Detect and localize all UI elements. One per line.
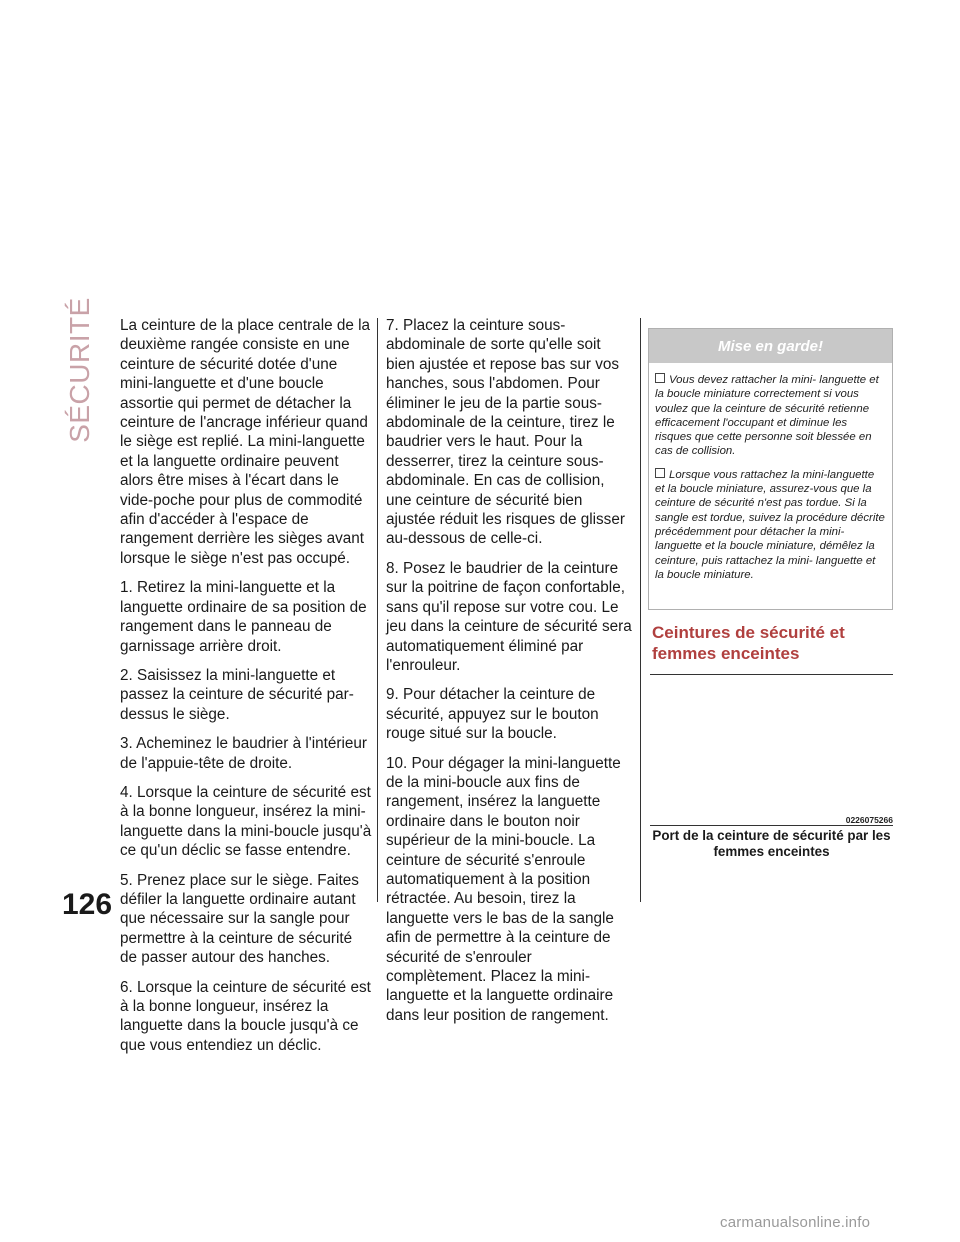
warning-title: Mise en garde! — [649, 329, 892, 363]
text-column-middle — [386, 316, 632, 1035]
page-number: 126 — [62, 888, 113, 921]
warning-item — [655, 373, 886, 459]
warning-text: Lorsque vous rattachez la mini-languette et la boucle miniature, assurez-vous que la ceinture de sécurité n'est pas tordue. Si la sangle est tordue, suivez la procédure décrite précédemment pour détacher la mini- languette et la boucle miniature, démêlez la ceinture, puis rattachez la mini- languette et la boucle miniature. — [655, 468, 885, 581]
column-divider — [640, 318, 641, 902]
step-2: 2. Saisissez la mini-languette et passez la ceinture de sécurité par-dessus le siège. — [120, 666, 354, 723]
warning-item — [655, 468, 886, 582]
step-1: 1. Retirez la mini-languette et la languette ordinaire de sa position de rangement dans le panneau de garnissage arrière droit. — [120, 579, 367, 655]
step-3: 3. Acheminez le baudrier à l'intérieur de l'appuie-tête de droite. — [120, 735, 367, 772]
figure-rule — [650, 825, 893, 826]
section-heading: Ceintures de sécurité et femmes enceintes — [652, 623, 845, 663]
figure-code: 0226075266 — [845, 815, 893, 825]
warning-text: Vous devez rattacher la mini- languette et la boucle miniature correctement si vous voulez que la ceinture de sécurité retienne efficacement l'occupant et diminue les risques que cette personne soit blessée en cas de collision. — [655, 374, 879, 458]
text-column-left — [120, 316, 372, 1065]
figure-caption: Port de la ceinture de sécurité par les femmes enceintes — [652, 828, 891, 859]
step-8: 8. Posez le baudrier de la ceinture sur la poitrine de façon confortable, sans qu'il repose sur votre cou. Le jeu dans la ceinture de sécurité sera automatiquement éliminé par l'enrouleur. — [386, 559, 632, 674]
figure-image — [650, 676, 893, 812]
section-side-tab — [60, 297, 100, 443]
step-7: 7. Placez la ceinture sous-abdominale de sorte qu'elle soit bien ajustée et repose bas sur vos hanches, sous l'abdomen. Pour éliminer le jeu de la partie sous-abdominale de la ceinture, tirez le baudrier vers le haut. Pour la desserrer, tirez la ceinture sous-abdominale. En cas de collision, une ceinture de sécurité bien ajustée réduit les risques de glisser au-dessous de celle-ci. — [386, 317, 625, 548]
checkbox-bullet-icon — [655, 373, 665, 383]
column-divider — [377, 318, 378, 902]
checkbox-bullet-icon — [655, 468, 665, 478]
step-4: 4. Lorsque la ceinture de sécurité est à la bonne longueur, insérez la mini-languette dans la mini-boucle jusqu'à ce qu'un déclic se fasse entendre. — [120, 783, 372, 860]
watermark: carmanualsonline.info — [720, 1214, 871, 1231]
step-6: 6. Lorsque la ceinture de sécurité est à la bonne longueur, insérez la languette dans la boucle jusqu'à ce que vous entendiez un déclic. — [120, 978, 371, 1054]
warning-body — [649, 363, 892, 582]
warning-box — [648, 328, 893, 610]
paragraph: La ceinture de la place centrale de la deuxième rangée consiste en une ceinture de sécurité dotée d'une mini-languette et d'une boucle assortie qui permet de détacher la ceinture de l'ancrage inférieur quand le siège est replié. La mini-languette et la languette ordinaire peuvent alors être mises à l'écart dans le vide-poche pour plus de commodité afin d'accéder à l'espace de rangement derrière les sièges avant lorsque le siège n'est pas occupé. — [120, 317, 371, 567]
step-9: 9. Pour détacher la ceinture de sécurité, appuyez sur le bouton rouge situé sur la boucle. — [386, 686, 599, 743]
section-label: SÉCURITÉ — [64, 297, 96, 443]
figure-top-rule — [650, 674, 893, 675]
step-5: 5. Prenez place sur le siège. Faites défiler la languette ordinaire autant que nécessaire sur la sangle pour permettre à la ceinture de sécurité de passer autour des hanches. — [120, 871, 359, 967]
step-10: 10. Pour dégager la mini-languette de la mini-boucle aux fins de rangement, insérez la languette ordinaire dans le bouton noir supérieur de la mini-boucle. La ceinture de sécurité s'enroule automatiquement à la position rétractée. Au besoin, tirez la languette vers le bas de la sangle afin de permettre à la ceinture de sécurité de s'enrouler complètement. Placez la mini-languette et la languette ordinaire dans leur position de rangement. — [386, 754, 621, 1024]
